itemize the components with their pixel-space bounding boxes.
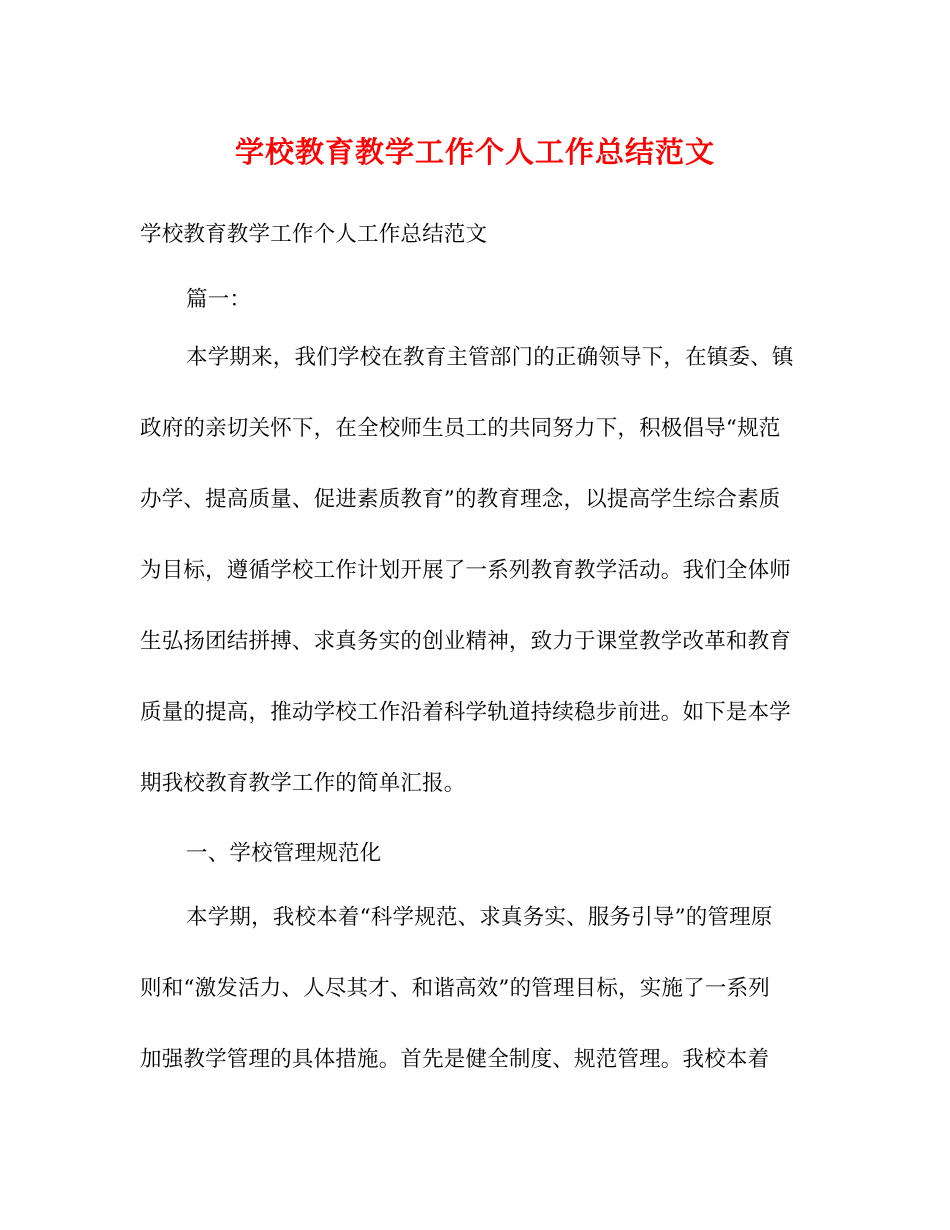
document-title: 学校教育教学工作个人工作总结范文	[234, 135, 715, 169]
paragraph-line: 本学期，我校本着“科学规范、求真务实、服务引导”的管理原	[186, 905, 773, 930]
paragraph-line: 质量的提高，推动学校工作沿着科学轨道持续稳步前进。如下是本学	[140, 700, 792, 725]
paragraph-line: 期我校教育教学工作的简单汇报。	[140, 771, 466, 796]
section-heading: 一、学校管理规范化	[186, 841, 382, 866]
section-label: 篇一：	[186, 287, 252, 312]
paragraph-line: 本学期来，我们学校在教育主管部门的正确领导下，在镇委、镇	[186, 345, 794, 370]
paragraph-line: 则和“激发活力、人尽其才、和谐高效”的管理目标，实施了一系列	[140, 976, 770, 1001]
paragraph-line: 为目标，遵循学校工作计划开展了一系列教育教学活动。我们全体师	[140, 558, 792, 583]
paragraph-line: 生弘扬团结拼搏、求真务实的创业精神，致力于课堂教学改革和教育	[140, 629, 792, 654]
paragraph-line: 政府的亲切关怀下，在全校师生员工的共同努力下，积极倡导“规范	[140, 416, 781, 441]
paragraph-line: 加强教学管理的具体措施。首先是健全制度、规范管理。我校本着	[140, 1047, 770, 1072]
paragraph-line: 办学、提高质量、促进素质教育”的教育理念，以提高学生综合素质	[140, 487, 781, 512]
document-subtitle: 学校教育教学工作个人工作总结范文	[140, 222, 488, 247]
